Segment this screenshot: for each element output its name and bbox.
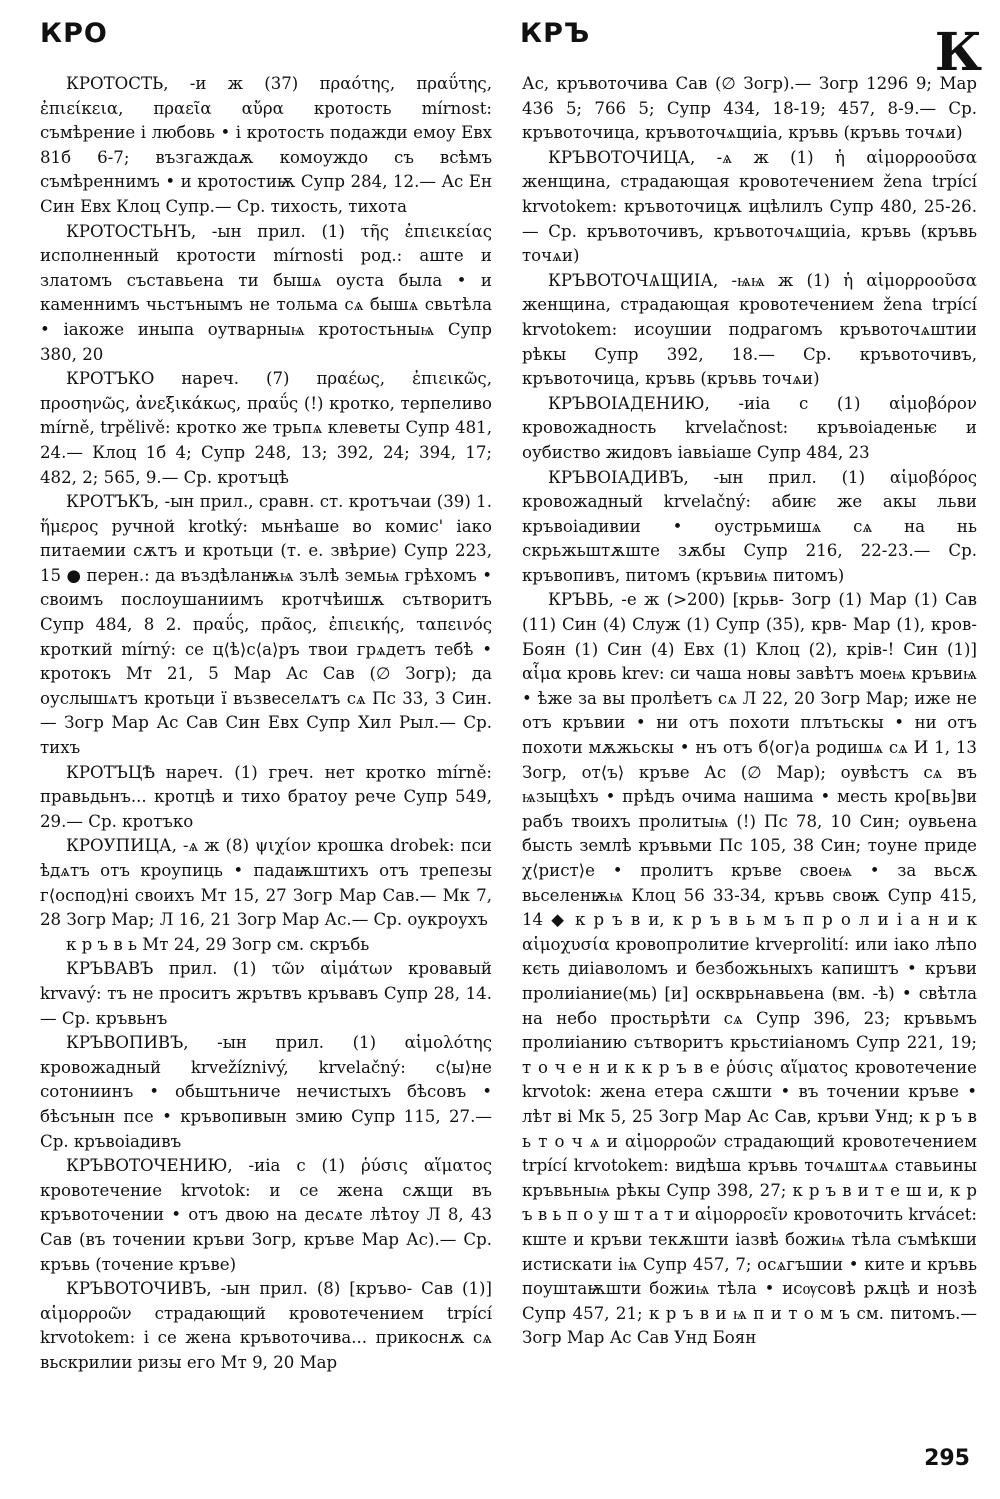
entry-krotce: КРОТЪЦѢ нареч. (1) греч. нет кротко mírně: правьдьнъ... кротцѣ и тихо братоу рече Супр 549, 29.— Ср. кротъко bbox=[40, 762, 492, 831]
running-head-center: КРЪ bbox=[520, 18, 591, 49]
entry-krvotochiv: КРЪВОТОЧИВЪ, -ын прил. (8) [кръво- Сав (1)] αἱμορροῶν страдающий кровотечением trpící krvotokem: і се жена кръвоточива... прикоснѫ сѧ вьскрилии ризы его Мт 9, 20 Мар bbox=[40, 1279, 492, 1372]
entry-krvotochashtia: КРЪВОТОЧѦЩИІА, -ѩѩ ж (1) ἡ αἱμορροοῦσα женщина, страдающая кровотечением žena trpící krvotokem: исоушии подрагомъ кръвоточѧштии рѣкы Супр 392, 18.— Ср. кръвоточивъ, кръвоточица, кръвь (кръвь точѧи) bbox=[522, 270, 977, 389]
entry-krvotochica: КРЪВОТОЧИЦА, -ѧ ж (1) ἡ αἱμορροοῦσα женщина, страдающая кровотечением žena trpící krvotokem: кръвоточицѫ ицѣлилъ Супр 480, 25-26.— Ср. кръвоточивъ, кръвоточѧщиіа, кръвь (кръвь точѧи) bbox=[522, 147, 977, 266]
entry-krotk: КРОТЪКЪ, -ын прил., сравн. ст. кротъчаи (39) 1. ἥμερος ручной krotký: мьнѣаше во комис' іако питаемии сѫтъ и кротьци (т. е. звѣрие) Супр 223, 15 ● перен.: да въздѣланѭѩ зълѣ земьѩ грѣхомъ • своимъ послоушаниимъ кротчѣишѫ сътворитъ Супр 484, 8 2. πραΰς, πρᾶος, ἐπιεικής, ταπεινός кроткий mírný: се ц⟨ѣ⟩с⟨а⟩ръ твои грѧдетъ тебѣ • кротокъ Мт 21, 5 Мар Ас Сав (∅ Зогр); да оуслышѧтъ кротьци ї възвеселѧтъ сѧ Пс 33, 3 Син.— Зогр Мар Ас Сав Син Евх Супр Хил Рыл.— Ср. тихъ bbox=[40, 492, 492, 758]
entry-krvojadiv: КРЪВОІАДИВЪ, -ын прил. (1) αἱμοβόρος кровожадный krvelačný: абиѥ же акы льви кръвоіадивии • оустрьмишѧ сѧ на нь скрьжьштѫште зѫбы Супр 216, 22-23.— Ср. кръвопивъ, питомъ (кръвиѩ питомъ) bbox=[522, 467, 977, 585]
entry-krvopiv: КРЪВОПИВЪ, -ын прил. (1) αἱμολότης кровожадный krvežíznivý, krvelačný: с⟨ы⟩не сотониинъ • обьштьниче нечистыхъ бѣсовъ • бѣсънын псе • кръвопивын змию Супр 115, 27.— Ср. кръвоіадивъ bbox=[40, 1033, 492, 1151]
right-column bbox=[522, 72, 977, 1351]
entry-krvojadenie: КРЪВОІАДЕНИЮ, -иіа с (1) αἱμοβόρον кровожадность krvelačnost: кръвоіаденьѥ и оубиство жидовъ іавьіаше Супр 484, 23 bbox=[522, 393, 977, 462]
entry-krvav: КРЪВАВЪ прил. (1) τῶν αἱμάτων кровавый krvavý: тъ не проситъ жрътвъ кръвавъ Супр 28, 14.— Ср. кръвьнъ bbox=[40, 959, 492, 1028]
entry-krvotochiv-cont: Ас, кръвоточива Сав (∅ Зогр).— Зогр 1296 9; Мар 436 5; 766 5; Супр 434, 18-19; 457, 8-9.— Ср. кръвоточица, кръвоточѧщиіа, кръвь (кръвь точѧи) bbox=[522, 74, 977, 143]
entry-krotost: КРОТОСТЬ, -и ж (37) πραότης, πραΰτης, ἐπιείκεια, πραεῖα αὔρα кротость mírnost: съмѣрение і любовь • і кротость подажди емоу Евх 81б 6-7; възгаждаѫ комоуждо съ всѣмъ съмѣреннимъ • и кротостиѭ Супр 284, 12.— Ас Ен Син Евх Клоц Супр.— Ср. тихость, тихота bbox=[40, 74, 492, 216]
entry-krotko: КРОТЪКО нареч. (7) πραέως, ἐπιεικῶς, προσηνῶς, ἀνεξικάκως, πραΰς (!) кротко, терпеливо mírně, trpělivě: кротко же трьпѧ клеветы Супр 481, 24.— Клоц 1б 4; Супр 248, 13; 392, 24; 394, 17; 482, 2; 565, 9.— Ср. кротъцѣ bbox=[40, 369, 492, 487]
entry-krv-ref: к р ъ в ь Мт 24, 29 Зогр см. скръбь bbox=[66, 934, 370, 954]
running-head-left: КРО bbox=[40, 18, 108, 49]
left-column bbox=[40, 72, 492, 1375]
entry-krvotochenie: КРЪВОТОЧЕНИЮ, -иіа с (1) ῥύσις αἵματος кровотечение krvotok: и се жена сѫщи въ кръвоточении • отъ двою на десѧте лѣтоу Л 8, 43 Сав (въ точении кръви Зогр, кръве Мар Ас).— Ср. кръвь (точение кръве) bbox=[40, 1156, 492, 1274]
entry-kroupica: КРОУПИЦА, -ѧ ж (8) ψιχίον крошка drobek: пси ѣдѧтъ отъ кроупиць • падаѭштихъ отъ трепезы г⟨оспод⟩ні своихъ Мт 15, 27 Зогр Мар Сав.— Мк 7, 28 Зогр Мар; Л 16, 21 Зогр Мар Ас.— Ср. оукроухъ bbox=[40, 836, 492, 930]
section-letter: К bbox=[934, 22, 982, 83]
entry-krotostn: КРОТОСТЬНЪ, -ын прил. (1) τῆς ἐπιεικείας исполненный кротости mírnosti род.: аште и златомъ съставьена ти бышѧ оуста была • и каменнимъ чьстънымъ не тольма сѧ бышѧ свьтѣла • іакоже иныпа оутварныѩ кротостьныѩ Супр 380, 20 bbox=[40, 221, 492, 364]
page-number: 295 bbox=[924, 1446, 970, 1471]
entry-krv: КРЪВЬ, -е ж (>200) [крьв- Зогр (1) Мар (1) Сав (11) Син (4) Служ (1) Супр (35), крв- Мар (1), кров- Боян (1) Син (4) Евх (1) Клоц (2), крiв-! Син (1)] αἷμα кровь krev: си чаша новы завѣтъ моеѩ кръвиѩ • ѣже за вы пролѣетъ сѧ Л 22, 20 Зогр Мар; иже не отъ кръвии • ни отъ похоти плътьскы • ни отъ похоти мѫжьскы • нъ отъ б⟨ог⟩а родишѧ сѧ И 1, 13 Зогр, от⟨ъ⟩ кръве Ас (∅ Мар); оувѣстъ сѧ въ ѩзыцѣхъ • прѣдъ очима нашима • месть кро[вь]ви рабъ твоихъ пролитыѩ (!) Пс 78, 10 Син; оувьена бысть землѣ кръвьми Пс 105, 38 Син; тоуне приде χ⟨рист⟩е • пролитъ кръве своеѩ • за вьсѫ вьселенѭѩ Клоц 56 33-34, кръвь своѭ Супр 415, 14 ◆ к р ъ в и, к р ъ в ь м ъ п р о л и і а н и к αἱμοχυσία кровопролитие krveprolití: или іако лѣпо кєть диіаволомъ и безбожьныхъ капиштъ • кръви пролиіание(мь) [и] оскврьнавьена (вм. -ѣ) • свѣтла на небо простьрѣти сѧ Супр 396, 23; кръвьмъ пролиіанию сътворитъ крьстиіаномъ Супр 221, 19; т о ч е н и к к р ъ в е ῥύσις αἵματος кровотечение krvotok: жена етера сѫшти • въ точении кръве • лѣт ві Мк 5, 25 Зогр Мар Ас Сав, кръви Унд; к р ъ в ь т о ч ѧ и αἱμορροῶν страдающий кровотечением trpící krvotokem: видѣша кръвь точѧштѧѧ ставьины кръвьныѩ рѣкы Супр 398, 27; к р ъ в и т е ш и, к р ъ в ь п о у ш т а т и αἱμορροεῖν кровоточить krvácet: кште и кръви текѫшти іазвѣ божиѩ тѣла съмѣкши истискати іѩ Супр 457, 7; осѧгъшии • ките и кръвь поуштаѭшти божиѩ тѣла • исѹсовѣ рѫцѣ и нозѣ Супр 457, 21; к р ъ в и ѩ п и т о м ъ см. питомъ.— Зогр Мар Ас Сав Унд Боян bbox=[522, 590, 977, 1348]
